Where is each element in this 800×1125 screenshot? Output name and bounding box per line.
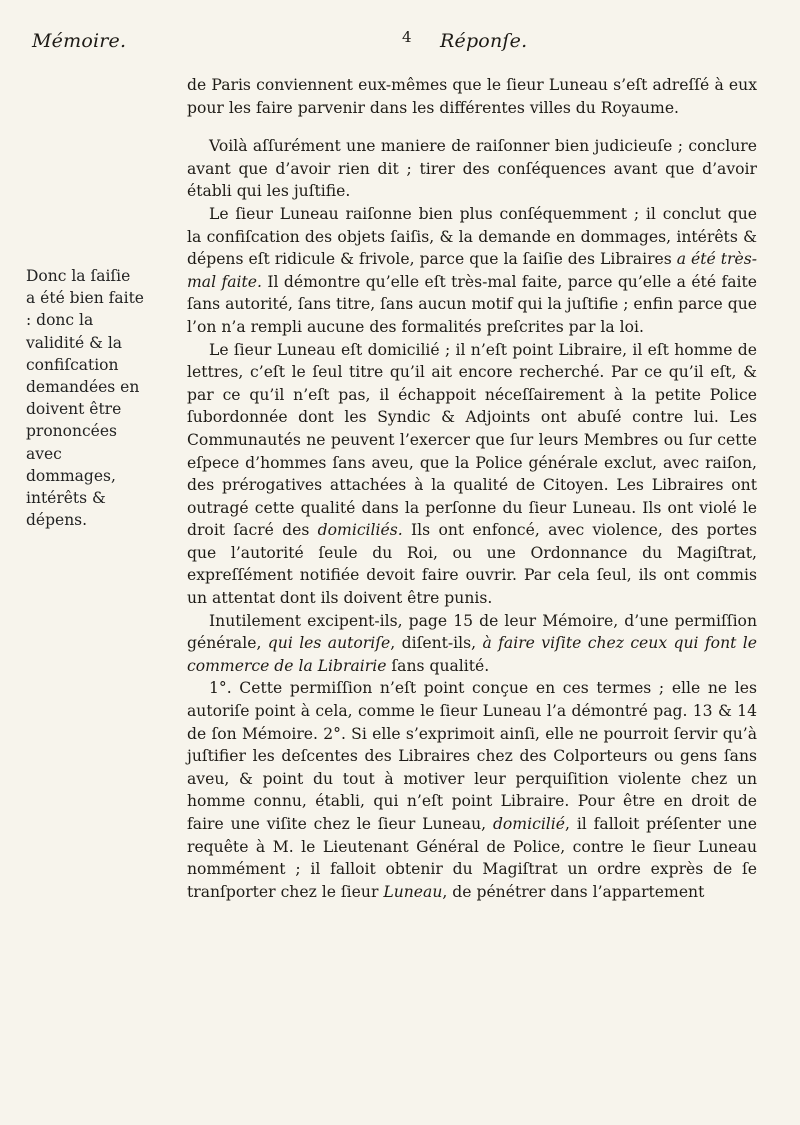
text-run: Ils ont enfoncé, avec violence, des portes que l’autorité ſeule du Roi, ou une Ordonnance du Magiſtrat, expreſſément notifiée devoit faire ouvrir. Par cela ſeul, ils ont commis un attentat dont ils doivent être punis. xyxy=(187,521,757,608)
page-number: 4 xyxy=(402,28,412,46)
text-run: Voilà aſſurément une maniere de raiſonner bien judicieuſe ; conclure avant que d’avoir rien dit ; tirer des conſéquences avant que d’avoir établi qui les juſtifie. xyxy=(187,137,757,201)
text-run: 1°. Cette permiſſion n’eſt point conçue en ces termes ; elle ne les autoriſe point à cela, comme le ſieur Luneau l’a démontré pag. 13 & 14 de ſon Mémoire. 2°. Si elle s’exprimoit ainſi, elle ne pourroit ſervir qu’à juſtifier les deſcentes des Libraires chez des Colporteurs ou gens ſans aveu, & point du tout à motiver leur perquiſition violente chez un homme connu, établi, qui n’eſt point Libraire. Pour être en droit de faire une viſite chez le ſieur Luneau, xyxy=(187,679,757,833)
paragraph xyxy=(187,677,757,903)
paragraph xyxy=(187,610,757,678)
paragraph xyxy=(187,203,757,339)
running-header-left: Mémoire. xyxy=(32,30,127,52)
text-run: Il démontre qu’elle eſt très-mal faite, parce qu’elle a été faite ſans autorité, ſans titre, ſans aucun motif qui la juſtifie ; enfin parce que l’on n’a rempli aucune des formalités preſcrites par la loi. xyxy=(187,272,757,336)
italic-text: Luneau xyxy=(383,882,443,901)
paragraph xyxy=(187,74,757,119)
italic-text: qui les autoriſe xyxy=(267,634,391,653)
text-run: Inutilement excipent-ils, page 15 de leur Mémoire, d’une permiſſion générale, xyxy=(187,611,757,653)
margin-note: Donc la ſaiſie a été bien faite : donc la validité & la confiſcation demandées en doivent être prononcées avec dommages, intérêts & dépens. xyxy=(26,267,144,530)
text-run: Le ſieur Luneau eſt domicilié ; il n’eſt point Libraire, il eſt homme de lettres, c’eſt le ſeul titre qu’il ait encore recherché. Par ce qu’il eſt, & par ce qu’il n’eſt pas, il échappoit néceſſairement à la petite Police ſubordonnée dont les Syndic & Adjoints ont abuſé contre lui. Les Communautés ne peuvent l’exercer que ſur leurs Membres ou ſur cette eſpece d’hommes ſans aveu, que la Police générale exclut, avec raiſon, des prérogatives attachées à la qualité de Citoyen. Les Libraires ont outragé cette qualité dans la perſonne du ſieur Luneau. Ils ont violé le droit ſacré des xyxy=(187,340,757,540)
running-header-right: Réponſe. xyxy=(440,30,528,52)
italic-text: a été très-mal faite. xyxy=(187,250,757,291)
paragraph xyxy=(187,135,757,203)
text-run: , de pénétrer dans l’appartement xyxy=(442,882,705,901)
body-text xyxy=(187,74,757,903)
text-run: Le ſieur Luneau raiſonne bien plus conſéquemment ; il conclut que la confiſcation des objets ſaiſis, & la demande en dommages, intérêts & dépens eſt ridicule & frivole, parce que la ſaiſie des Libraires xyxy=(187,204,757,269)
italic-text: domiciliés. xyxy=(317,521,403,540)
text-run: ſans qualité. xyxy=(386,656,490,675)
text-run: de Paris conviennent eux-mêmes que le ſieur Luneau s’eſt adreſſé à eux pour les faire parvenir dans les différentes villes du Royaume. xyxy=(187,76,757,117)
text-run: , il falloit préſenter une requête à M. le Lieutenant Général de Police, contre le ſieur Luneau nommément ; il falloit obtenir du Magiſtrat un ordre exprès de ſe tranſporter chez le ſieur xyxy=(187,815,757,901)
italic-text: à faire viſite chez ceux qui font le commerce de la Librairie xyxy=(187,634,757,675)
italic-text: domicilié xyxy=(492,815,566,833)
text-run: , diſent-ils, xyxy=(390,634,483,653)
paragraph xyxy=(187,339,757,610)
